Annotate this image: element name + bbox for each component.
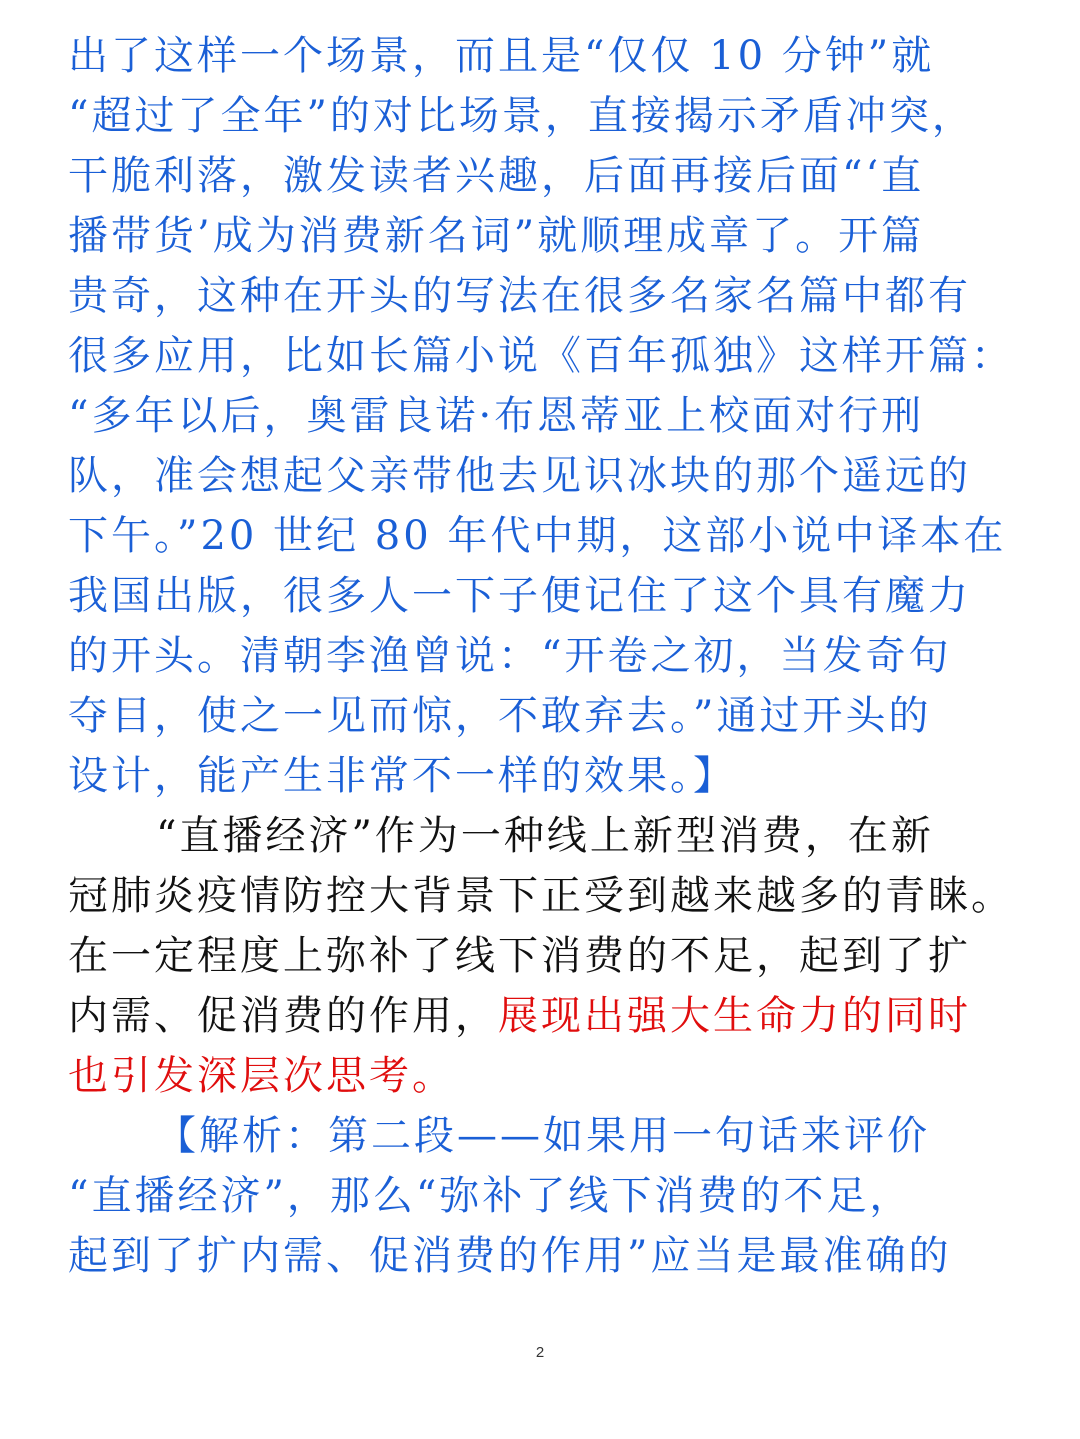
analysis-line-indented: 【解析：第二段——如果用一句话来评价 (156, 1113, 930, 1159)
highlight-line: 也引发深层次思考。 (68, 1053, 455, 1099)
analysis-line: 下午。”20 世纪 80 年代中期，这部小说中译本在 (68, 513, 1007, 559)
analysis-line: 播带货’成为消费新名词”就顺理成章了。开篇 (68, 213, 925, 259)
body-line-mixed (68, 985, 1028, 1047)
analysis-line: 设计，能产生非常不一样的效果。】 (68, 753, 736, 799)
page-number: 2 (535, 1344, 545, 1361)
body-line: 在一定程度上弥补了线下消费的不足，起到了扩 (68, 933, 971, 979)
analysis-line: 起到了扩内需、促消费的作用”应当是最准确的 (68, 1233, 952, 1279)
analysis-line: 队，准会想起父亲带他去见识冰块的那个遥远的 (68, 453, 971, 499)
analysis-line: “超过了全年”的对比场景，直接揭示矛盾冲突， (68, 93, 975, 139)
analysis-line: 贵奇，这种在开头的写法在很多名家名篇中都有 (68, 273, 971, 319)
analysis-line: “多年以后，奥雷良诺·布恩蒂亚上校面对行刑 (68, 393, 925, 439)
analysis-line: 我国出版，很多人一下子便记住了这个具有魔力 (68, 573, 971, 619)
body-text: 内需、促消费的作用， (68, 993, 498, 1039)
highlight-text: 展现出强大生命力的同时 (498, 993, 971, 1039)
analysis-line: 干脆利落，激发读者兴趣，后面再接后面“‘直 (68, 153, 925, 199)
body-line: 冠肺炎疫情防控大背景下正受到越来越多的青睐。 (68, 873, 1014, 919)
analysis-line: 夺目，使之一见而惊，不敢弃去。”通过开头的 (68, 693, 932, 739)
analysis-line: 很多应用，比如长篇小说《百年孤独》这样开篇： (68, 333, 1014, 379)
analysis-line: 的开头。清朝李渔曾说：“开卷之初，当发奇句 (68, 633, 952, 679)
analysis-line: 出了这样一个场景，而且是“仅仅 10 分钟”就 (68, 33, 935, 79)
body-line-indented: “直播经济”作为一种线上新型消费，在新 (156, 813, 934, 859)
analysis-line: “直播经济”，那么“弥补了线下消费的不足， (68, 1173, 913, 1219)
